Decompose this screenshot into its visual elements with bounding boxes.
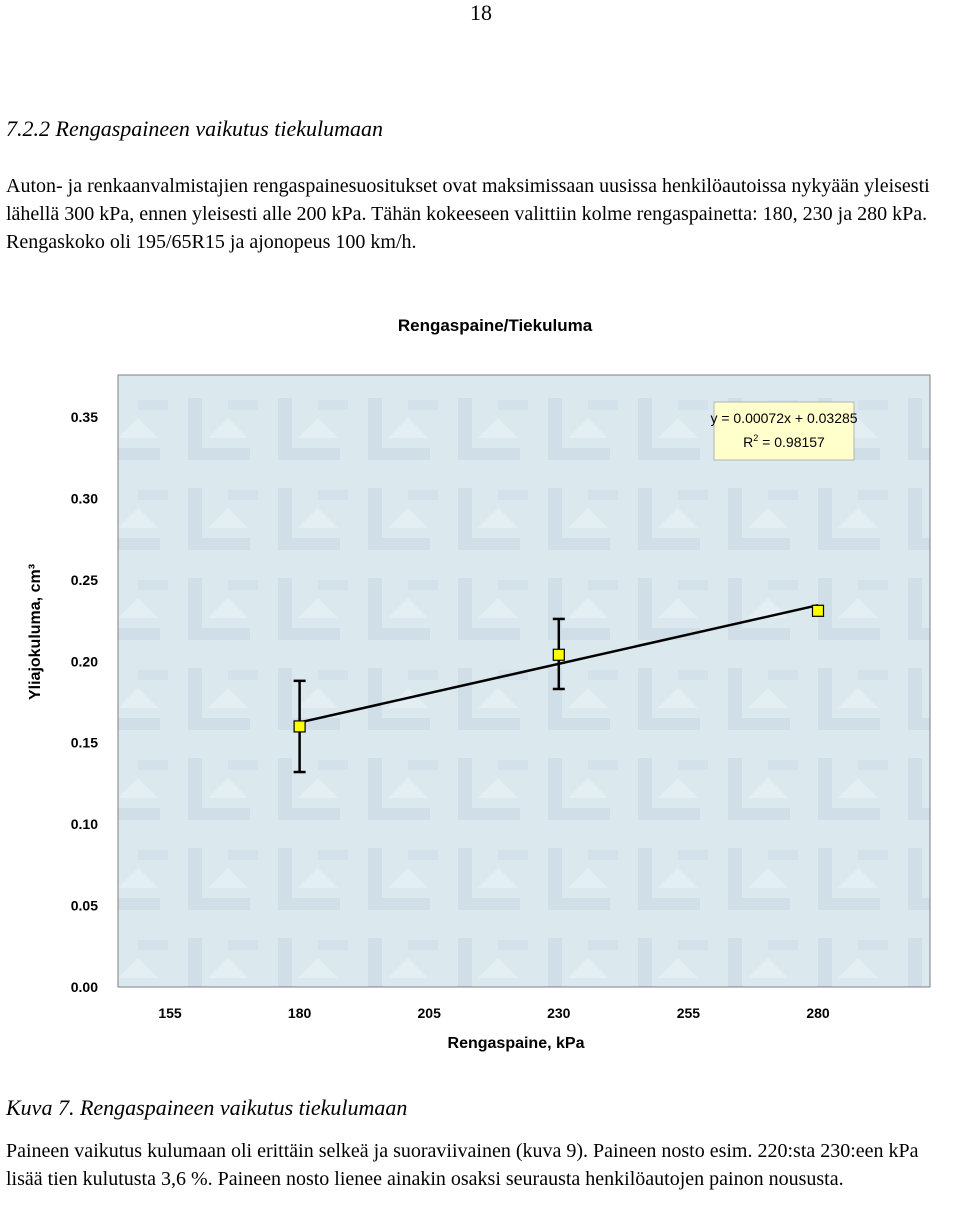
equation-box — [710, 402, 857, 460]
y-tick-label: 0.25 — [70, 571, 98, 588]
page-number: 18 — [470, 0, 492, 25]
x-axis-label: Rengaspaine, kPa — [447, 1035, 585, 1052]
plot-area — [118, 375, 930, 987]
y-tick-label: 0.10 — [70, 816, 98, 833]
y-tick-label: 0.05 — [70, 897, 98, 914]
y-tick-label: 0.15 — [70, 734, 98, 751]
data-point — [813, 605, 824, 616]
r-squared: $R^2 = 0.98157$ — [743, 433, 825, 450]
chart-svg — [0, 300, 960, 1070]
y-tick-label: 0.20 — [70, 653, 98, 670]
x-tick-label: 180 — [287, 1005, 312, 1021]
x-tick-label: 255 — [676, 1005, 701, 1021]
x-tick-label: 155 — [158, 1005, 182, 1021]
y-axis-label: Yliajokuluma, cm³ — [27, 563, 44, 701]
x-axis-ticks — [158, 1005, 830, 1021]
y-tick-label: 0.00 — [70, 979, 98, 995]
x-tick-label: 230 — [547, 1005, 571, 1021]
y-axis-ticks — [71, 409, 98, 995]
outro-paragraph: Paineen vaikutus kulumaan oli erittäin selkeä ja suoraviivainen (kuva 9). Paineen nosto esim. 220:sta 230:een kPa lisää tien kulutusta 3,6 %. Paineen nosto lienee ainakin osaksi seurausta henkilöautojen painon noususta. — [6, 1140, 919, 1190]
chart-title: Rengaspaine/Tiekuluma — [397, 316, 593, 335]
data-point — [294, 721, 305, 732]
figure-caption: Kuva 7. Rengaspaineen vaikutus tiekulumaan — [6, 1095, 408, 1120]
data-point — [553, 649, 564, 660]
x-tick-label: 280 — [806, 1005, 830, 1021]
y-tick-label: 0.35 — [70, 409, 98, 425]
intro-paragraph: Auton- ja renkaanvalmistajien rengaspainesuositukset ovat maksimissaan uusissa henkilöautoissa nykyään yleisesti lähellä 300 kPa, ennen yleisesti alle 200 kPa. Tähän kokeeseen valittiin kolme rengaspainetta: 180, 230 ja 280 kPa. Rengaskoko oli 195/65R15 ja ajonopeus 100 km/h. — [6, 175, 930, 253]
trendline-equation: y = 0.00072x + 0.03285 — [710, 410, 858, 426]
section-heading: 7.2.2 Rengaspaineen vaikutus tiekulumaan — [6, 116, 383, 141]
x-tick-label: 205 — [417, 1005, 441, 1021]
y-tick-label: 0.30 — [70, 490, 98, 507]
chart-figure — [0, 300, 960, 1070]
